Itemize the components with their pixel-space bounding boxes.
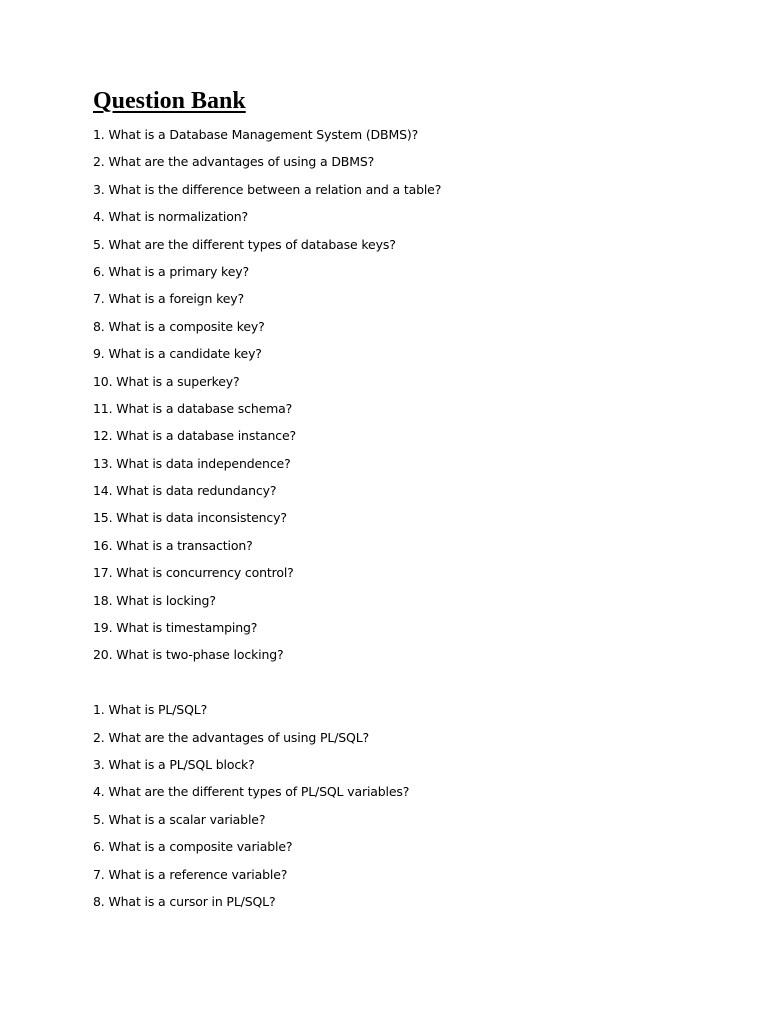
question-item: 5. What is a scalar variable? xyxy=(93,811,266,827)
question-item: 19. What is timestamping? xyxy=(93,620,258,636)
question-item: 1. What is PL/SQL? xyxy=(93,702,208,718)
question-item: 13. What is data independence? xyxy=(93,455,291,471)
question-item: 17. What is concurrency control? xyxy=(93,565,294,581)
question-item: 6. What is a primary key? xyxy=(93,263,249,279)
question-item: 8. What is a cursor in PL/SQL? xyxy=(93,893,276,909)
dbms-question-list xyxy=(93,121,713,669)
question-item: 9. What is a candidate key? xyxy=(93,346,262,362)
question-item: 7. What is a reference variable? xyxy=(93,866,288,882)
question-item: 3. What is a PL/SQL block? xyxy=(93,756,255,772)
question-item: 16. What is a transaction? xyxy=(93,537,253,553)
section-spacer xyxy=(93,669,713,696)
question-item: 1. What is a Database Management System (DBMS)? xyxy=(93,127,419,142)
question-item: 15. What is data inconsistency? xyxy=(93,510,287,526)
document-page xyxy=(93,86,713,915)
question-item: 3. What is the difference between a relation and a table? xyxy=(93,181,442,197)
question-item: 11. What is a database schema? xyxy=(93,400,293,416)
question-item: 5. What are the different types of database keys? xyxy=(93,236,396,252)
question-item: 7. What is a foreign key? xyxy=(93,291,244,307)
question-item: 6. What is a composite variable? xyxy=(93,839,293,855)
question-item: 18. What is locking? xyxy=(93,592,216,608)
question-item: 10. What is a superkey? xyxy=(93,373,240,389)
question-item: 8. What is a composite key? xyxy=(93,318,265,334)
question-item: 14. What is data redundancy? xyxy=(93,483,277,499)
question-item: 2. What are the advantages of using PL/SQL? xyxy=(93,729,370,745)
page-title: Question Bank xyxy=(93,88,246,114)
question-item: 12. What is a database instance? xyxy=(93,428,296,444)
question-item: 4. What is normalization? xyxy=(93,209,248,225)
question-item: 4. What are the different types of PL/SQL variables? xyxy=(93,784,410,800)
question-item: 2. What are the advantages of using a DBMS? xyxy=(93,154,375,170)
question-item: 20. What is two-phase locking? xyxy=(93,647,284,663)
plsql-question-list xyxy=(93,696,713,915)
